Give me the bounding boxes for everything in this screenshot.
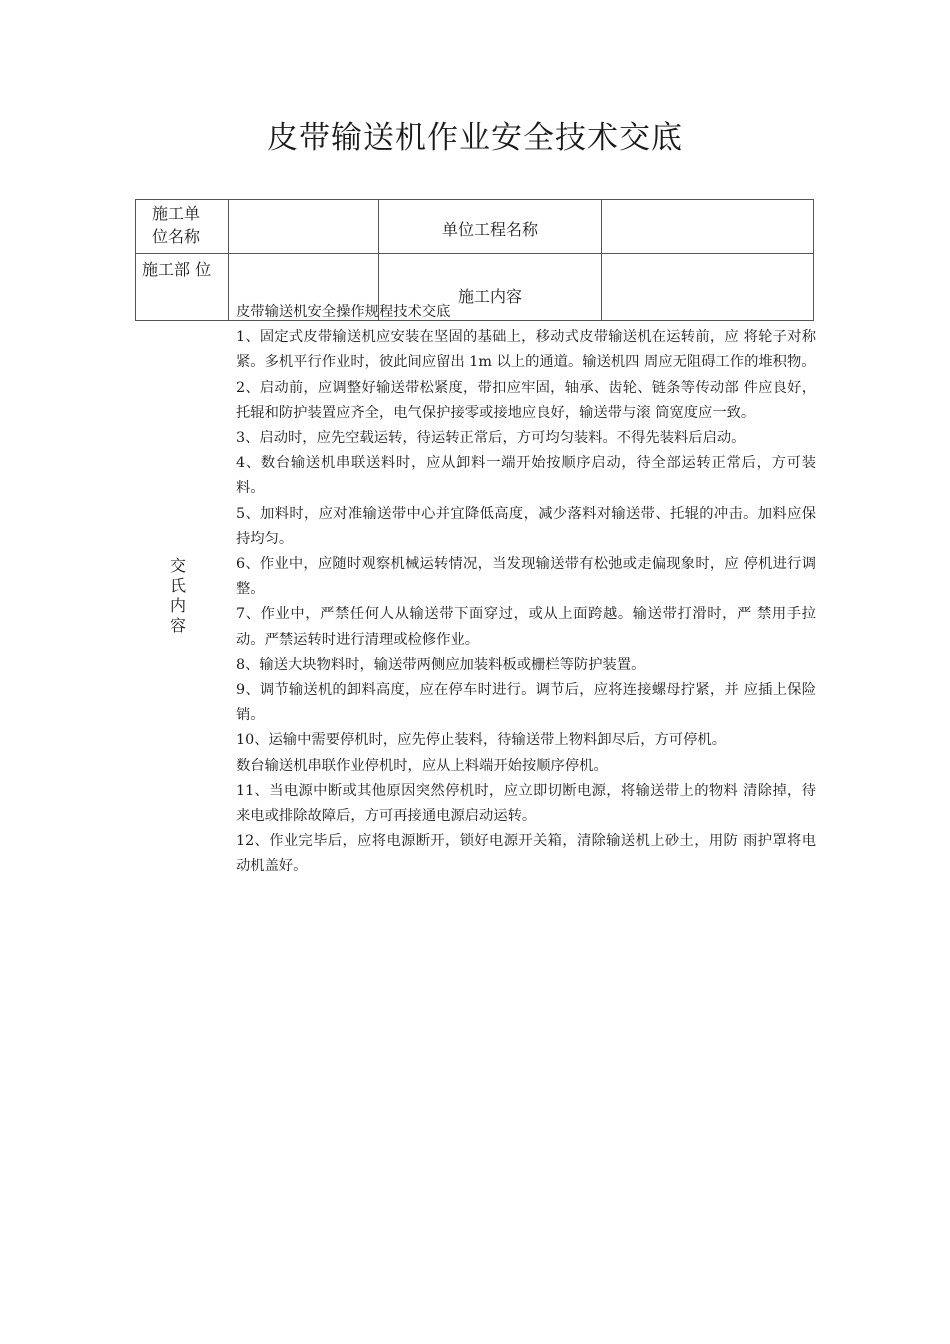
disclosure-item: 3、启动时，应先空载运转，待运转正常后，方可均匀装料。不得先装料后启动。 [236,430,746,447]
construction-unit-label-line1: 施工单 [152,204,201,223]
disclosure-item: 11、当电源中断或其他原因突然停机时，应立即切断电源，将输送带上的物料 清除掉，待来电或排除故障后，方可再接通电源启动运转。 [236,782,816,825]
disclosure-side-label [168,556,188,636]
disclosure-item: 7、作业中，严禁任何人从输送带下面穿过，或从上面跨越。输送带打滑时，严 禁用手拉动。严禁运转时进行清理或检修作业。 [236,606,816,648]
disclosure-item: 10、运输中需要停机时，应先停止装料，待输送带上物料卸尽后，方可停机。 [236,732,726,749]
disclosure-item: 6、作业中，应随时观察机械运转情况，当发现输送带有松弛或走偏现象时，应 停机进行调整。 [236,556,816,598]
construction-unit-label [136,200,229,254]
side-label-char: 交 [169,556,186,575]
construction-content-label: 施工内容 [379,254,602,321]
disclosure-heading: 皮带输送机安全操作规程技术交底 [236,304,451,320]
disclosure-item: 数台输送机串联作业停机时，应从上料端开始按顺序停机。 [236,757,608,774]
disclosure-content [236,300,816,880]
disclosure-item: 12、作业完毕后，应将电源断开，锁好电源开关箱，清除输送机上砂土，用防 雨护罩将电动机盖好。 [236,833,816,875]
project-name-value [602,200,814,254]
project-name-label: 单位工程名称 [379,200,602,254]
disclosure-item: 1、固定式皮带输送机应安装在坚固的基础上，移动式皮带输送机在运转前，应 将轮子对称紧。多机平行作业时，彼此间应留出 1m 以上的通道。输送机四 周应无阻碍工作的堆积物。 [236,329,816,371]
disclosure-item: 9、调节输送机的卸料高度，应在停车时进行。调节后，应将连接螺母拧紧，并 应插上保险销。 [236,682,816,724]
construction-unit-value [229,200,379,254]
document-title: 皮带输送机作业安全技术交底 [267,120,683,156]
table-row [136,200,814,254]
disclosure-item: 8、输送大块物料时，输送带两侧应加装料板或栅栏等防护装置。 [236,656,646,673]
construction-part-label: 施工部 位 [136,254,229,321]
disclosure-item: 5、加料时，应对准输送带中心并宜降低高度，减少落料对输送带、托辊的冲击。加料应保持均匀。 [236,505,816,547]
disclosure-item: 4、数台输送机串联送料时，应从卸料一端开始按顺序启动，待全部运转正常后，方可装料。 [236,455,816,497]
side-label-char: 内 [169,596,186,615]
side-label-char: 容 [169,616,186,635]
construction-unit-label-line2: 位名称 [152,227,201,246]
side-label-char: 氏 [169,576,186,595]
disclosure-item: 2、启动前，应调整好输送带松紧度，带扣应牢固，轴承、齿轮、链条等传动部 件应良好，托辊和防护装置应齐全，电气保护接零或接地应良好，输送带与滚 筒宽度应一致。 [236,379,816,421]
